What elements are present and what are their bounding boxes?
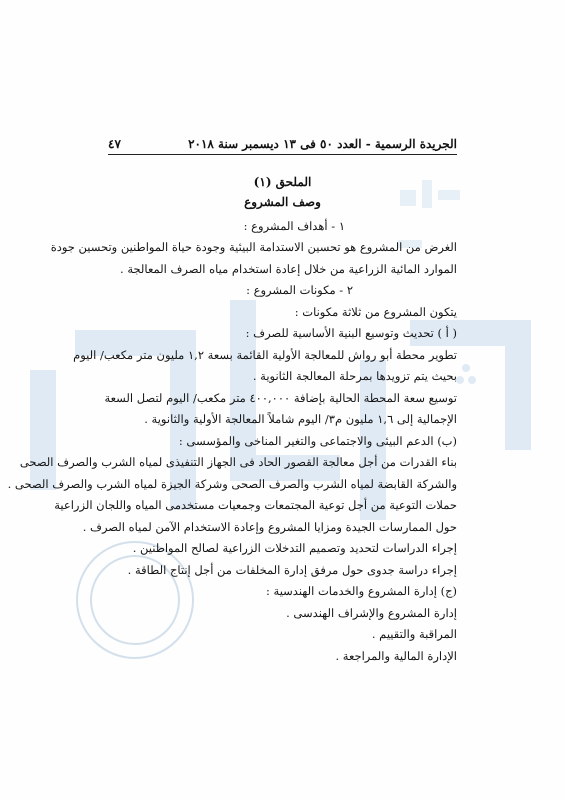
paragraph-line: إجراء الدراسات لتحديد وتصميم التدخلات الزراعية لصالح المواطنين . <box>132 541 457 555</box>
gazette-title: الجريدة الرسمية - العدد ٥٠ فى ١٣ ديسمبر سنة ٢٠١٨ <box>188 137 457 151</box>
paragraph-line: والشركة القابضة لمياه الشرب والصرف الصحى وشركة الجيزة لمياه الشرب والصرف الصحى . <box>7 477 457 491</box>
paragraph-line: بناء القدرات من أجل معالجة القصور الحاد فى الجهاز التنفيذى لمياه الشرب والصرف الصحى <box>19 455 457 469</box>
annex-title: الملحق (١) <box>253 175 312 189</box>
paragraph-line: حملات التوعية من أجل توعية المجتمعات وجمعيات مستخدمى المياه واللجان الزراعية <box>54 498 457 512</box>
paragraph-line: يتكون المشروع من ثلاثة مكونات : <box>294 305 457 319</box>
heading-components: ٢ - مكونات المشروع : <box>246 283 353 297</box>
paragraph-line: الموارد المائية الزراعية من خلال إعادة استخدام مياه الصرف المعالجة . <box>120 262 457 276</box>
page-header <box>108 137 457 155</box>
section-title: وصف المشروع <box>244 195 321 209</box>
paragraph-line: تطوير محطة أبو رواش للمعالجة الأولية القائمة بسعة ١,٢ مليون متر مكعب/ اليوم <box>73 348 457 362</box>
paragraph-line: إدارة المشروع والإشراف الهندسى . <box>286 606 457 620</box>
paragraph-line: حول الممارسات الجيدة ومزايا المشروع وإعادة الاستخدام الآمن لمياه الصرف . <box>82 520 457 534</box>
subheading-management: (ج) إدارة المشروع والخدمات الهندسية : <box>266 584 457 598</box>
page-number: ٤٧ <box>108 137 121 151</box>
paragraph-line: إجراء دراسة جدوى حول مرفق إدارة المخلفات من أجل إنتاج الطاقة . <box>127 563 457 577</box>
subheading-support: (ب) الدعم البيئى والاجتماعى والتغير المناخى والمؤسسى : <box>178 434 457 448</box>
paragraph-line: المراقبة والتقييم . <box>371 627 457 641</box>
paragraph-line: توسيع سعة المحطة الحالية بإضافة ٤٠٠,٠٠٠ متر مكعب/ اليوم لتصل السعة <box>104 391 457 405</box>
paragraph-line: الغرض من المشروع هو تحسين الاستدامة البيئية وجودة حياة المواطنين وتحسين جودة <box>50 240 457 254</box>
paragraph-line: الإجمالية إلى ١,٦ مليون م٣/ اليوم شاملاً المعالجة الأولية والثانوية . <box>144 412 457 426</box>
subheading-infrastructure: ( أ ) تحديث وتوسيع البنية الأساسية للصرف : <box>245 326 457 340</box>
heading-objectives: ١ - أهداف المشروع : <box>243 219 345 233</box>
paragraph-line: الإدارة المالية والمراجعة . <box>335 649 457 663</box>
paragraph-line: بحيث يتم تزويدها بمرحلة المعالجة الثانوية . <box>252 369 457 383</box>
